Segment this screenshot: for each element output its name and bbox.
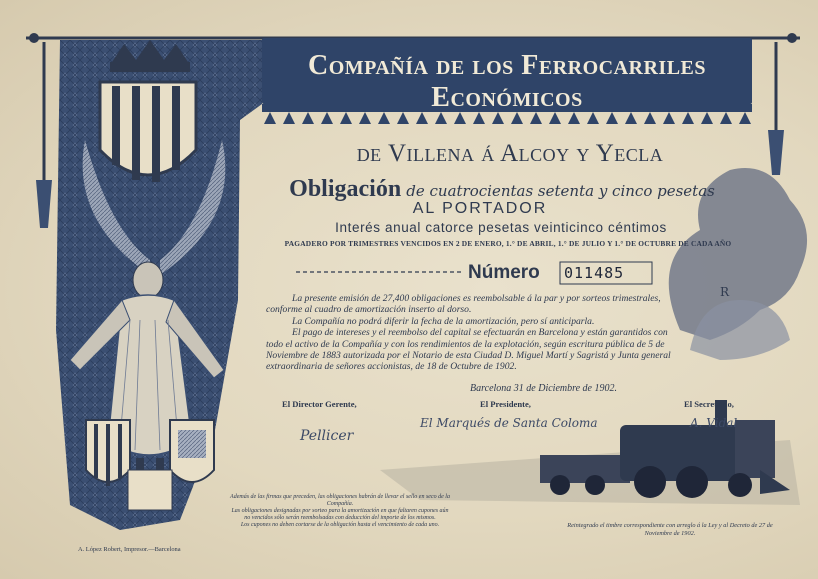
interest-line: Interés anual catorce pesetas veinticinco céntimos: [335, 220, 667, 235]
footnote-line: Los cupones no deben cortarse de la obligación hasta el vencimiento de cada uno.: [240, 522, 440, 528]
margin-mark: R: [720, 285, 730, 299]
timbre-note: Reintegrado el timbre correspondiente con arreglo á la Ley y al Decreto de 27 de Noviembre de 1902.: [567, 522, 773, 537]
presidente-label: El Presidente,: [480, 399, 531, 409]
footnote-line: Las obligaciones designadas por sorteo para la amortización en que faltaren cupones aún no vencidos sólo serán reembolsadas con deducción del importe de los mismos.: [231, 508, 449, 521]
payment-schedule: PAGADERO POR TRIMESTRES VENCIDOS EN 2 DE ENERO, 1.° DE ABRIL, 1.° DE JULIO Y 1.° DE OCTUBRE DE CADA AÑO: [284, 239, 732, 248]
printer-credit: A. López Robert, Impresor.—Barcelona: [78, 546, 181, 553]
castle-emblem: [128, 470, 172, 510]
obligacion-amount: de cuatrocientas setenta y cinco pesetas: [406, 182, 715, 200]
tassel-right: [768, 130, 784, 175]
footnote: [230, 494, 450, 529]
director-signature: Pellicer: [300, 428, 354, 444]
company-title: Compañía de los Ferrocarriles Económicos: [307, 50, 707, 113]
terms-text: [266, 293, 686, 373]
issue-date: Barcelona 31 de Diciembre de 1902.: [470, 383, 617, 394]
terms-paragraph: La Compañía no podrá diferir la fecha de la amortización, pero sí anticiparla.: [292, 315, 595, 327]
tassel-left: [36, 180, 52, 228]
footnote-line: Además de las firmas que preceden, las obligaciones habrán de llevar el sello en seco de la Compañía.: [230, 494, 450, 507]
obligacion-word: Obligación: [289, 176, 402, 202]
al-portador: AL PORTADOR: [412, 200, 548, 217]
secretario-label: El Secretario,: [684, 399, 734, 409]
terms-paragraph: El pago de intereses y el reembolso del capital se efectuarán en Barcelona y están garantidos con todo el activo de la Compañía y con los rendimientos de la explotación, según escritura pública de 5 de Noviembre de 1883 autorizada por el Notario de esta Ciudad D. Miguel Martí y Sagristá y Junta general extraordinaria de señores accionistas, de 18 de Octubre de 1902.: [266, 327, 671, 373]
numero-label: Número: [468, 262, 540, 283]
angel-head: [133, 262, 163, 298]
director-label: El Director Gerente,: [282, 399, 357, 409]
terms-paragraph: La presente emisión de 27,400 obligaciones es reembolsable á la par y por sorteos trimestrales, conforme al cuadro de amortización inserto al dorso.: [266, 293, 661, 316]
certificate-number: 011485: [564, 264, 625, 282]
route-subtitle: de Villena á Alcoy y Yecla: [356, 140, 664, 167]
secretario-signature: A. Vidal: [690, 416, 738, 430]
obligacion-line: [282, 176, 722, 203]
presidente-signature: El Marqués de Santa Coloma: [420, 416, 598, 430]
